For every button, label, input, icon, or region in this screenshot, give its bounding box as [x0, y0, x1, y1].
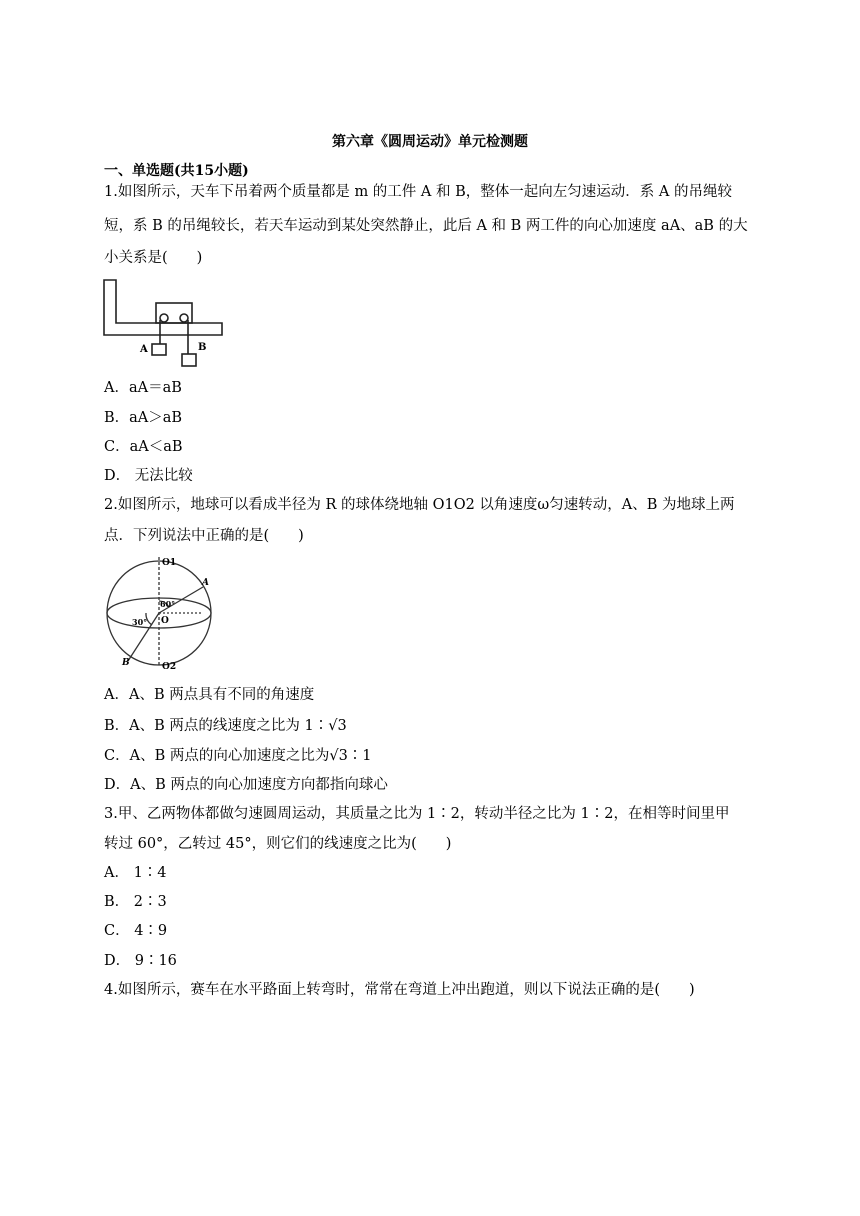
q2-fig-angle-60: 60° — [160, 599, 176, 609]
q2-option-d: D．A、B 两点的向心加速度方向都指向球心 — [104, 777, 388, 793]
q2-fig-label-o2: O2 — [162, 662, 177, 671]
q3-option-c: C． 4∶9 — [104, 923, 168, 939]
q1-crane-figure — [102, 278, 226, 372]
q2-fig-label-a: A — [202, 578, 209, 588]
q2-fig-angle-30: 30° — [132, 617, 148, 627]
q2-fig-label-o: O — [161, 616, 169, 626]
q2-text-line2: 点．下列说法中正确的是( ) — [104, 528, 304, 544]
q4-text-line1: 4.如图所示，赛车在水平路面上转弯时，常常在弯道上冲出跑道，则以下说法正确的是( ) — [104, 982, 695, 998]
q1-text-line3: 小关系是( ) — [104, 250, 203, 266]
section-heading: 一、单选题(共15小题) — [104, 163, 249, 179]
q2-text-line1: 2.如图所示，地球可以看成半径为 R 的球体绕地轴 O1O2 以角速度ω匀速转动，A、B 为地球上两 — [104, 497, 735, 513]
q3-option-b: B． 2∶3 — [104, 894, 167, 910]
q3-text-line1: 3.甲、乙两物体都做匀速圆周运动，其质量之比为 1∶2，转动半径之比为 1∶2，在相等时间里甲 — [104, 806, 730, 822]
q2-option-c: C．A、B 两点的向心加速度之比为√3∶1 — [104, 748, 372, 764]
q1-fig-label-b: B — [198, 342, 207, 353]
q3-option-d: D． 9∶16 — [104, 953, 177, 969]
page-title: 第六章《圆周运动》单元检测题 — [332, 134, 528, 150]
q1-text-line1: 1.如图所示，天车下吊着两个质量都是 m 的工件 A 和 B，整体一起向左匀速运动．系 A 的吊绳较 — [104, 184, 732, 200]
q2-option-a: A．A、B 两点具有不同的角速度 — [104, 687, 315, 703]
q2-fig-label-o1: O1 — [162, 558, 177, 568]
q2-option-b: B．A、B 两点的线速度之比为 1∶√3 — [104, 718, 347, 734]
q3-text-line2: 转过 60°，乙转过 45°，则它们的线速度之比为( ) — [104, 836, 452, 852]
q1-text-line2: 短，系 B 的吊绳较长，若天车运动到某处突然静止，此后 A 和 B 两工件的向心加速度 aA、aB 的大 — [104, 218, 748, 234]
q3-option-a: A． 1∶4 — [104, 865, 167, 881]
q2-fig-label-b: B — [122, 658, 130, 668]
q1-option-c: C．aA＜aB — [104, 439, 183, 455]
q1-option-a: A．aA＝aB — [104, 380, 182, 396]
q1-option-b: B．aA＞aB — [104, 410, 183, 426]
q1-fig-label-a: A — [140, 344, 148, 355]
q2-earth-figure — [102, 553, 220, 671]
q1-option-d: D． 无法比较 — [104, 468, 193, 484]
